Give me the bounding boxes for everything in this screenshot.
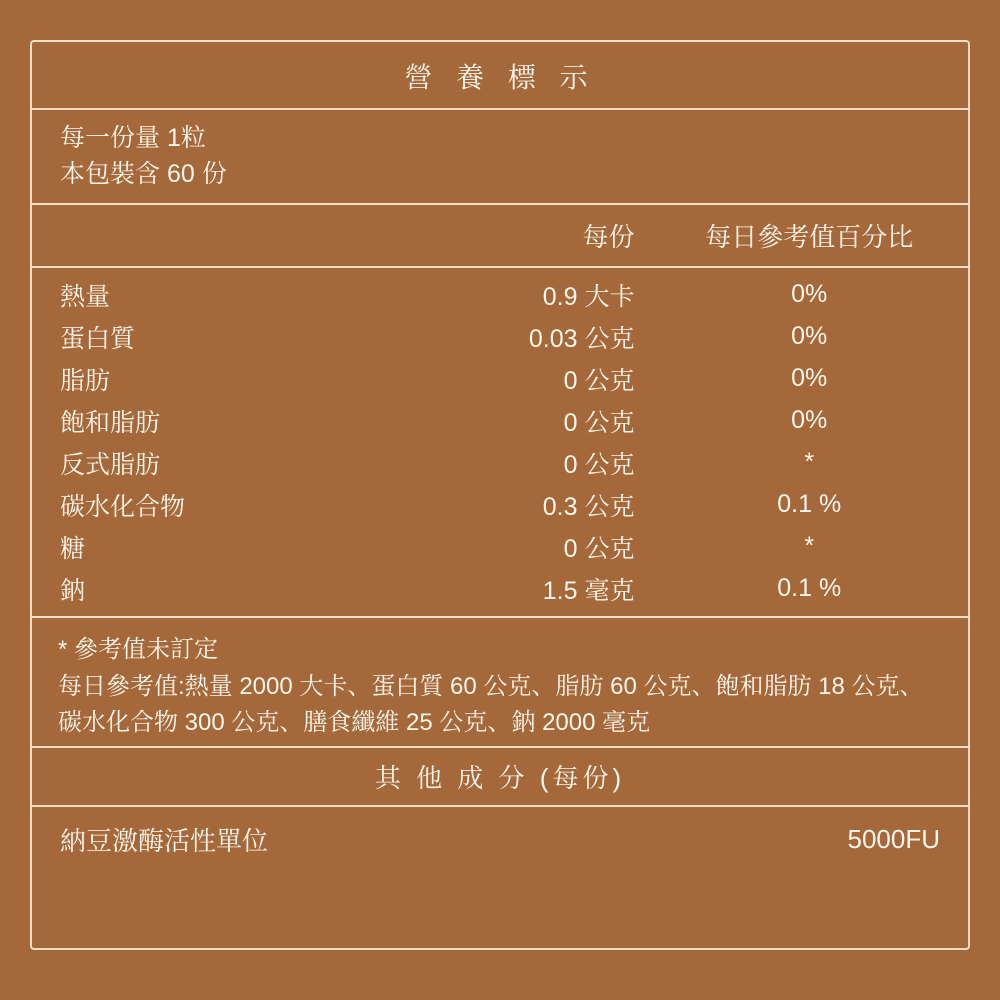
table-header-row bbox=[32, 207, 968, 266]
table-row bbox=[32, 568, 968, 610]
footnote-daily-values: 每日參考值:熱量 2000 大卡、蛋白質 60 公克、脂肪 60 公克、飽和脂肪 18 公克、碳水化合物 300 公克、膳食纖維 25 公克、鈉 2000 毫克 bbox=[58, 673, 924, 736]
nutrient-amount: 1.5 毫克 bbox=[542, 576, 635, 605]
table-row bbox=[32, 400, 968, 442]
nutrient-amount: 0.03 公克 bbox=[528, 324, 635, 353]
table-row bbox=[32, 484, 968, 526]
nutrient-dv: * bbox=[804, 448, 815, 476]
nutrition-table-body bbox=[32, 274, 968, 610]
nutrient-name: 碳水化合物 bbox=[60, 492, 186, 521]
table-row bbox=[32, 526, 968, 568]
nutrition-table-wrap bbox=[32, 205, 968, 266]
nutrient-dv: 0.1 % bbox=[777, 490, 842, 518]
other-ingredient-row bbox=[32, 807, 968, 872]
nutrient-dv: 0% bbox=[791, 280, 828, 308]
nutrient-dv: 0% bbox=[791, 322, 828, 350]
other-ingredient-value: 5000FU bbox=[847, 824, 940, 855]
serving-size: 每一份量 1粒 bbox=[60, 124, 206, 152]
nutrient-name: 熱量 bbox=[60, 282, 111, 311]
table-row bbox=[32, 316, 968, 358]
nutrient-dv: 0.1 % bbox=[777, 574, 842, 602]
nutrient-name: 蛋白質 bbox=[60, 324, 136, 353]
nutrient-name: 飽和脂肪 bbox=[60, 408, 161, 437]
table-row bbox=[32, 442, 968, 484]
footnote-star: * 參考值未訂定 bbox=[58, 635, 219, 663]
nutrient-dv: 0% bbox=[791, 406, 828, 434]
column-header-daily-value: 每日參考值百分比 bbox=[705, 221, 914, 252]
nutrient-amount: 0 公克 bbox=[563, 450, 635, 479]
other-ingredient-name: 納豆激酶活性單位 bbox=[60, 826, 269, 857]
footnotes bbox=[32, 618, 968, 747]
nutrient-amount: 0 公克 bbox=[563, 534, 635, 563]
servings-per-container: 本包裝含 60 份 bbox=[60, 160, 227, 189]
nutrition-label-panel bbox=[30, 40, 970, 950]
nutrition-table-head bbox=[32, 207, 968, 266]
nutrient-name: 脂肪 bbox=[60, 366, 111, 395]
nutrient-amount: 0 公克 bbox=[563, 408, 635, 437]
serving-info bbox=[32, 110, 968, 203]
nutrient-amount: 0 公克 bbox=[563, 366, 635, 395]
nutrient-amount: 0.3 公克 bbox=[542, 492, 635, 521]
other-ingredients-title: 其 他 成 分 (每份) bbox=[374, 763, 626, 794]
nutrient-dv: 0% bbox=[791, 364, 828, 392]
column-header-name bbox=[32, 207, 425, 266]
column-header-per-serving: 每份 bbox=[582, 221, 635, 252]
nutrient-name: 糖 bbox=[60, 534, 86, 563]
nutrition-table bbox=[32, 207, 968, 266]
table-row bbox=[32, 358, 968, 400]
page-title: 營 養 標 示 bbox=[404, 62, 596, 93]
nutrient-name: 鈉 bbox=[60, 576, 86, 605]
nutrition-table-body-wrap bbox=[32, 274, 968, 610]
nutrient-dv: * bbox=[804, 532, 815, 560]
nutrient-amount: 0.9 大卡 bbox=[542, 282, 635, 311]
table-row bbox=[32, 274, 968, 316]
nutrient-name: 反式脂肪 bbox=[60, 450, 161, 479]
